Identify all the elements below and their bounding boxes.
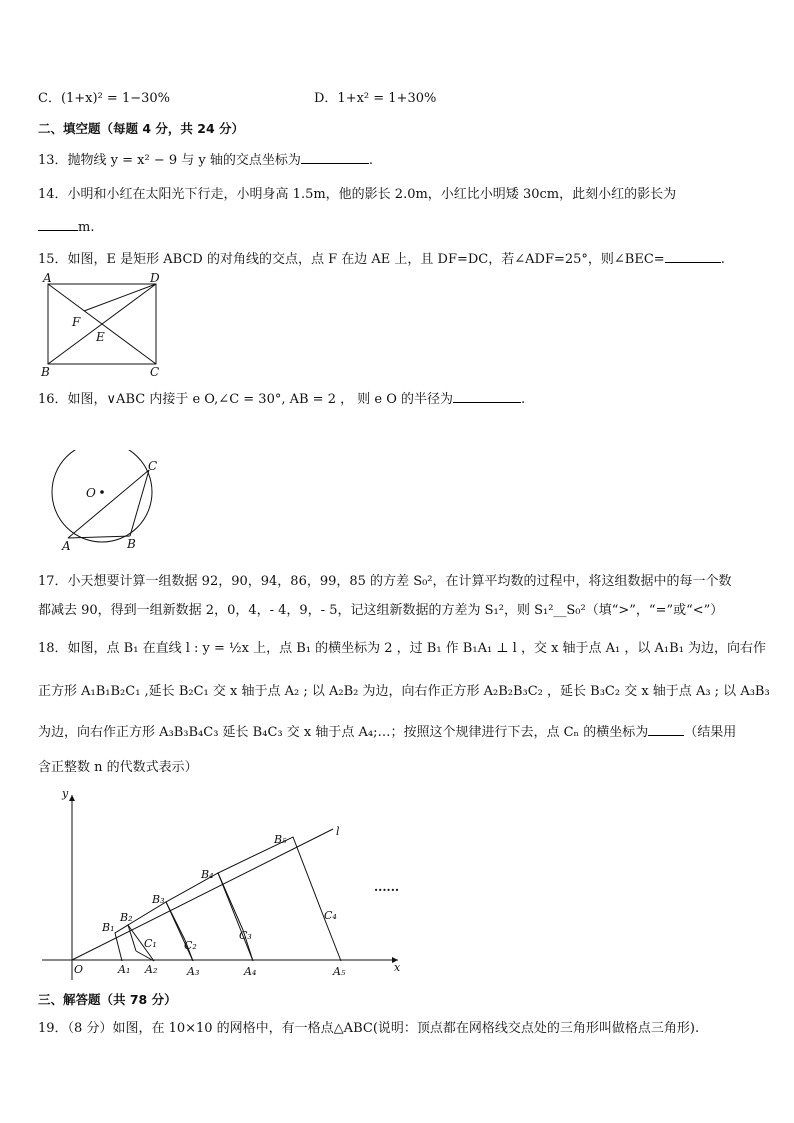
- continuation-dots: ......: [374, 880, 400, 894]
- question-18-line3: 为边，向右作正方形 A₃B₃B₄C₃ 延长 B₄C₃ 交 x 轴于点 A₄;…；按照这个规律进行下去，点 Cₙ 的横坐标为 （结果用: [38, 725, 737, 740]
- circle-figure: [40, 450, 170, 555]
- label-d: D: [150, 271, 160, 285]
- label-a: A: [62, 539, 71, 553]
- label-b1: B₁: [102, 921, 115, 934]
- option-d: D．1+x² = 1+30%: [314, 91, 437, 106]
- y-axis-label: y: [62, 787, 69, 800]
- question-18-line4: 含正整数 n 的代数式表示）: [38, 760, 198, 775]
- section-solve-title: 三、解答题（共 78 分）: [38, 992, 177, 1007]
- question-17-line1: 17．小天想要计算一组数据 92，90，94，86，99，85 的方差 S₀²，在计算平均数的过程中，将这组数据中的每一个数: [38, 574, 732, 589]
- question-13-text: 13．抛物线 y = x² − 9 与 y 轴的交点坐标为: [38, 153, 301, 168]
- label-a2: A₂: [145, 963, 158, 976]
- question-14-line1: 14．小明和小红在太阳光下行走，小明身高 1.5m，他的影长 2.0m，小红比小明矮 30cm，此刻小红的影长为: [38, 187, 677, 202]
- coordinate-figure: [38, 785, 418, 985]
- answer-blank: [665, 250, 721, 263]
- question-17-line2: 都减去 90，得到一组新数据 2，0，4，- 4，9，- 5，记这组新数据的方差为 S₁²，则 S₁²__S₀²（填“>”，“=”或“<”）: [38, 603, 724, 618]
- rectangle-figure: [38, 270, 168, 380]
- line-l-label: l: [336, 825, 340, 838]
- label-b2: B₂: [120, 911, 133, 924]
- section-fill-blank-title: 二、填空题（每题 4 分，共 24 分）: [38, 121, 245, 136]
- label-c1: C₁: [144, 937, 157, 950]
- label-a5: A₅: [333, 965, 346, 978]
- origin-label: O: [74, 963, 84, 976]
- option-c: C．(1+x)² = 1−30%: [38, 91, 171, 106]
- label-a: A: [43, 271, 52, 285]
- x-axis-label: x: [394, 961, 401, 974]
- label-b4: B₄: [201, 868, 214, 881]
- question-14-line2: m.: [38, 218, 94, 237]
- label-c: C: [148, 459, 158, 473]
- answer-blank: [301, 151, 369, 164]
- question-15: 15．如图，E 是矩形 ABCD 的对角线的交点，点 F 在边 AE 上，且 DF=DC，若∠ADF=25°，则∠BEC= .: [38, 252, 725, 267]
- label-a3: A₃: [187, 965, 200, 978]
- label-b3: B₃: [152, 893, 165, 906]
- label-a1: A₁: [118, 963, 131, 976]
- question-13: 13．抛物线 y = x² − 9 与 y 轴的交点坐标为 .: [38, 153, 374, 168]
- label-b5: B₅: [274, 833, 287, 846]
- label-c4: C₄: [324, 909, 337, 922]
- label-b: B: [41, 365, 50, 379]
- label-a4: A₄: [244, 965, 257, 978]
- label-c: C: [150, 365, 160, 379]
- answer-blank: [38, 218, 78, 231]
- question-16-text: 16．如图，∨ABC 内接于 e O,∠C = 30°, AB = 2 ， 则 e O 的半径为: [38, 392, 453, 407]
- question-19: 19．（8 分）如图，在 10×10 的网格中，有一格点△ABC(说明：顶点都在网格线交点处的三角形叫做格点三角形).: [38, 1021, 700, 1036]
- question-15-text: 15．如图，E 是矩形 ABCD 的对角线的交点，点 F 在边 AE 上，且 DF=DC，若∠ADF=25°，则∠BEC=: [38, 252, 665, 267]
- label-o: O: [86, 486, 96, 500]
- label-e: E: [96, 330, 105, 344]
- label-c3: C₃: [239, 929, 252, 942]
- answer-blank: [648, 723, 684, 736]
- label-f: F: [72, 315, 81, 329]
- question-18-line1: 18．如图，点 B₁ 在直线 l : y = ½x 上，点 B₁ 的横坐标为 2 ，过 B₁ 作 B₁A₁ ⊥ l ，交 x 轴于点 A₁ ，以 A₁B₁ 为边，向右作: [38, 641, 767, 656]
- label-b: B: [127, 537, 136, 551]
- question-16: 16．如图，∨ABC 内接于 e O,∠C = 30°, AB = 2 ， 则 e O 的半径为 .: [38, 392, 526, 407]
- answer-blank: [453, 390, 521, 403]
- question-18-line2: 正方形 A₁B₁B₂C₁ ,延长 B₂C₁ 交 x 轴于点 A₂ ; 以 A₂B₂ 为边，向右作正方形 A₂B₂B₃C₂ ，延长 B₃C₂ 交 x 轴于点 A₃ ; 以 A₃B₃: [38, 684, 770, 699]
- label-c2: C₂: [184, 939, 197, 952]
